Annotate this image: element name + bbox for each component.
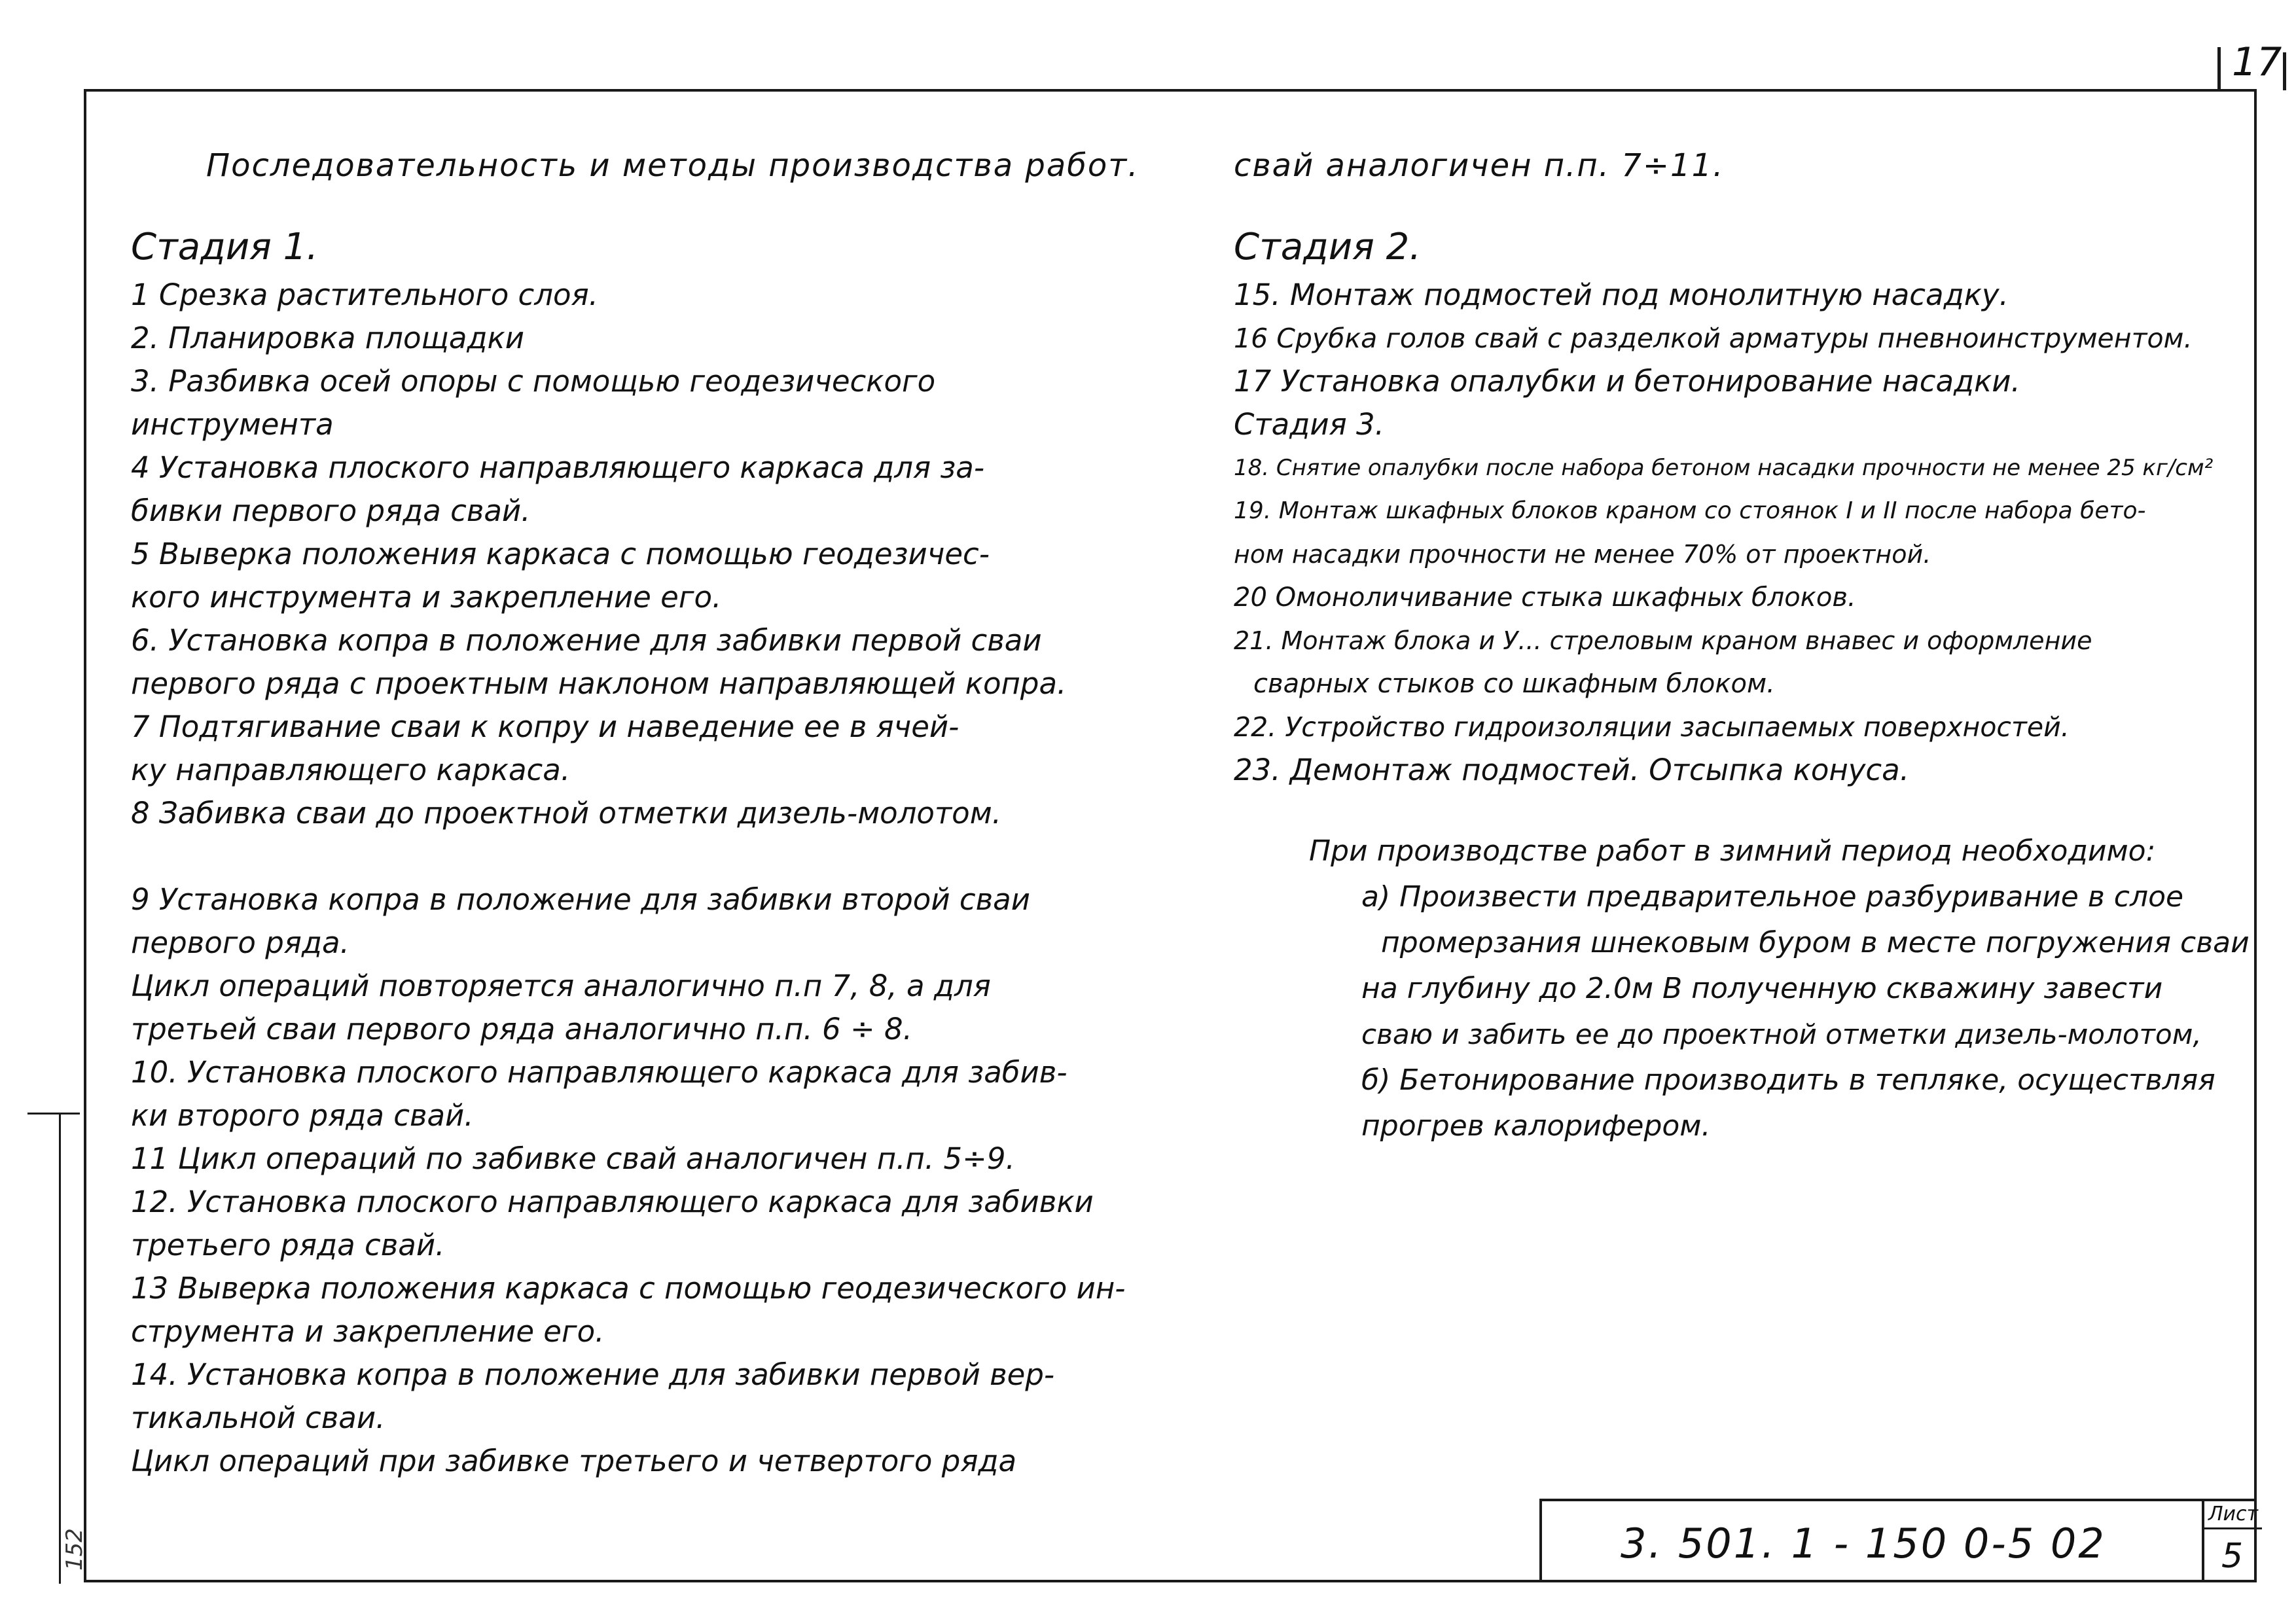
work-step: 8 Забивка сваи до проектной отметки дизель-молотом.	[131, 796, 1001, 830]
work-step: 23. Демонтаж подмостей. Отсыпка конуса.	[1234, 753, 1910, 787]
work-step: струмента и закрепление его.	[131, 1314, 605, 1349]
work-step: 9 Установка копра в положение для забивки второй сваи	[131, 882, 1030, 917]
work-step: 3. Разбивка осей опоры с помощью геодезического	[131, 364, 936, 399]
winter-note: прогрев калорифером.	[1361, 1109, 1711, 1143]
sheet-corner-number: 17	[2232, 39, 2282, 85]
work-step: первого ряда с проектным наклоном направляющей копра.	[131, 666, 1067, 701]
document-code: 3. 501. 1 - 150 0-5 02	[1621, 1520, 2106, 1567]
work-step: бивки первого ряда свай.	[131, 493, 531, 528]
work-step: Цикл операций повторяется аналогично п.п 7, 8, а для	[131, 969, 991, 1003]
cell-divider	[2204, 1527, 2262, 1529]
work-step: тикальной сваи.	[131, 1400, 386, 1435]
work-step: ки второго ряда свай.	[131, 1098, 474, 1133]
document-title: Последовательность и методы производства работ.	[206, 147, 1139, 184]
work-step: третьей сваи первого ряда аналогично п.п. 6 ÷ 8.	[131, 1012, 912, 1046]
stage-heading: Стадия 2.	[1234, 226, 1422, 268]
blank-line	[131, 835, 1126, 878]
work-step: 2. Планировка площадки	[131, 321, 524, 355]
work-step: 12. Установка плоского направляющего каркаса для забивки	[131, 1185, 1094, 1219]
title-block-stamp	[1539, 1499, 2257, 1582]
work-step: 14. Установка копра в положение для забивки первой вер-	[131, 1357, 1055, 1392]
sheet-number: 5	[2221, 1537, 2244, 1576]
corner-divider	[2283, 52, 2286, 90]
work-step: сварных стыков со шкафным блоком.	[1253, 669, 1775, 699]
work-step: первого ряда.	[131, 925, 350, 960]
work-step: 6. Установка копра в положение для забивки первой сваи	[131, 623, 1042, 658]
margin-strip	[27, 1113, 88, 1584]
work-step: 22. Устройство гидроизоляции засыпаемых поверхностей.	[1234, 711, 2070, 743]
margin-note: 152	[62, 1528, 88, 1571]
margin-rule	[59, 1113, 61, 1584]
work-step: 11 Цикл операций по забивке свай аналогичен п.п. 5÷9.	[131, 1141, 1015, 1176]
winter-note: промерзания шнековым буром в месте погружения сваи	[1381, 926, 2250, 959]
work-step: 7 Подтягивание сваи к копру и наведение ее в ячей-	[131, 709, 960, 744]
work-step: 17 Установка опалубки и бетонирование насадки.	[1234, 364, 2020, 399]
winter-intro: При производстве работ в зимний период необходимо:	[1309, 834, 2156, 868]
work-step: третьего ряда свай.	[131, 1228, 445, 1262]
sheet-label: Лист	[2208, 1503, 2259, 1525]
work-step: 5 Выверка положения каркаса с помощью геодезичес-	[131, 537, 990, 571]
work-step: ку направляющего каркаса.	[131, 753, 571, 787]
corner-divider	[2217, 47, 2221, 90]
work-step: 21. Монтаж блока и У... стреловым краном внавес и оформление	[1234, 626, 2092, 655]
continuation-line: свай аналогичен п.п. 7÷11.	[1234, 147, 1725, 184]
work-step: 18. Снятие опалубки после набора бетоном насадки прочности не менее 25 кг/см²	[1234, 455, 2214, 481]
work-step: 19. Монтаж шкафных блоков краном со стоянок I и II после набора бето-	[1234, 497, 2146, 524]
work-step: 16 Срубка голов свай с разделкой арматуры пневноинструментом.	[1234, 323, 2193, 354]
work-step: инструмента	[131, 407, 334, 442]
right-column	[1234, 144, 2250, 1149]
winter-notes	[1234, 829, 2250, 1149]
winter-note: сваю и забить ее до проектной отметки дизель-молотом,	[1361, 1018, 2202, 1050]
work-step: 1 Срезка растительного слоя.	[131, 277, 598, 312]
sheet-number-cell	[2202, 1501, 2259, 1582]
margin-rule	[27, 1113, 80, 1115]
work-step: 13 Выверка положения каркаса с помощью геодезического ин-	[131, 1271, 1126, 1306]
work-step: 20 Омоноличивание стыка шкафных блоков.	[1234, 582, 1856, 613]
stage-heading: Стадия 3.	[1234, 407, 1384, 442]
winter-note: на глубину до 2.0м В полученную скважину завести	[1361, 972, 2163, 1005]
stage-heading: Стадия 1.	[131, 226, 319, 268]
work-step: 15. Монтаж подмостей под монолитную насадку.	[1234, 277, 2009, 312]
winter-note: б) Бетонирование производить в тепляке, осуществляя	[1361, 1063, 2215, 1097]
work-step: ном насадки прочности не менее 70% от проектной.	[1234, 540, 1931, 569]
work-step: 10. Установка плоского направляющего каркаса для забив-	[131, 1055, 1067, 1090]
work-step: 4 Установка плоского направляющего каркаса для за-	[131, 450, 985, 485]
winter-note: а) Произвести предварительное разбуривание в слое	[1361, 880, 2184, 914]
work-step: Цикл операций при забивке третьего и четвертого ряда	[131, 1444, 1017, 1478]
work-step: кого инструмента и закрепление его.	[131, 580, 722, 615]
left-column	[131, 144, 1139, 1483]
